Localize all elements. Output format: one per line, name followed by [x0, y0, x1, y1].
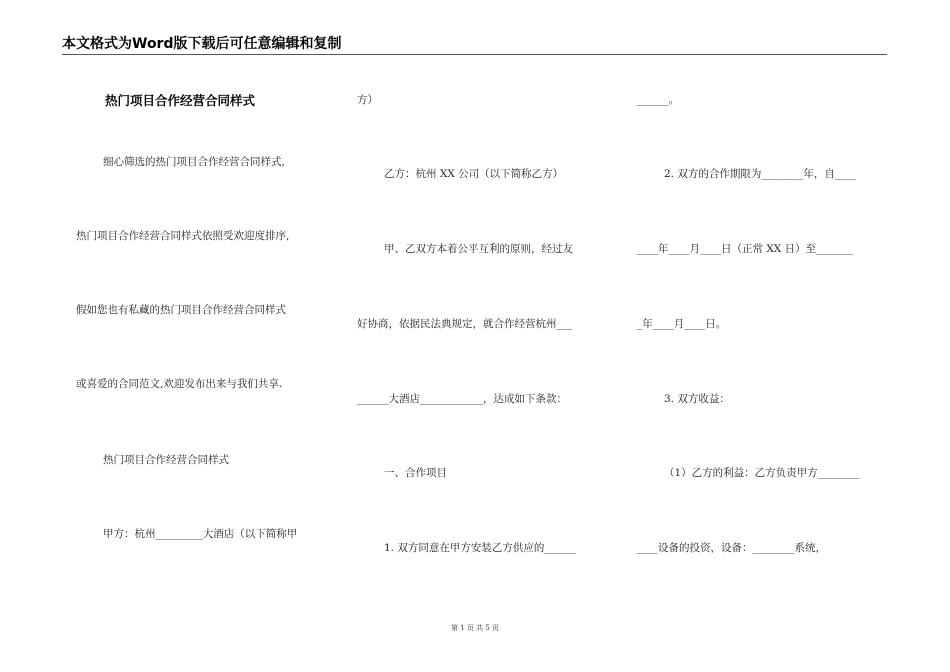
column3-line: ____设备的投资，设备：________系统，	[637, 542, 826, 554]
column3-line: 2. 双方的合作期限为________年，自____	[664, 168, 856, 180]
column2-line: ______大酒店____________，达成如下条款：	[357, 393, 567, 405]
column1-line: 或喜爱的合同范文,欢迎发布出来与我们共享.	[76, 378, 283, 390]
column2-line: 乙方：杭州 XX 公司（以下简称乙方）	[384, 168, 564, 180]
column2-line: 甲、乙双方本着公平互利的原则，经过友	[384, 243, 573, 255]
column2-line: 一、合作项目	[384, 467, 447, 479]
page-header	[62, 36, 887, 55]
column2-line: 好协商，依据民法典规定，就合作经营杭州___	[357, 318, 573, 330]
column1-line: 甲方：杭州_________大酒店（以下简称甲	[103, 528, 298, 540]
column3-line: （1）乙方的利益：乙方负责甲方________	[664, 467, 860, 479]
page-footer: 第 1 页 共 5 页	[450, 624, 500, 632]
column3-line: ______。	[637, 94, 679, 106]
column1-line: 热门项目合作经营合同样式	[103, 454, 229, 466]
column2-line: 1. 双方同意在甲方安装乙方供应的______	[384, 542, 576, 554]
header-title: 本文格式为Word版下载后可任意编辑和复制	[62, 36, 342, 52]
column1-line: 假如您也有私藏的热门项目合作经营合同样式	[76, 304, 286, 316]
column3-line: _年____月____日。	[637, 318, 727, 330]
column1-line: 细心筛选的热门项目合作经营合同样式,	[103, 156, 285, 168]
column1-line: 热门项目合作经营合同样式依照受欢迎度排序,	[76, 230, 290, 242]
column3-line: ____年____月____日（正常 XX 日）至_______	[637, 243, 853, 255]
column3-line: 3. 双方收益：	[664, 393, 730, 405]
document-title: 热门项目合作经营合同样式	[105, 93, 256, 108]
column2-line: 方）	[357, 94, 378, 106]
